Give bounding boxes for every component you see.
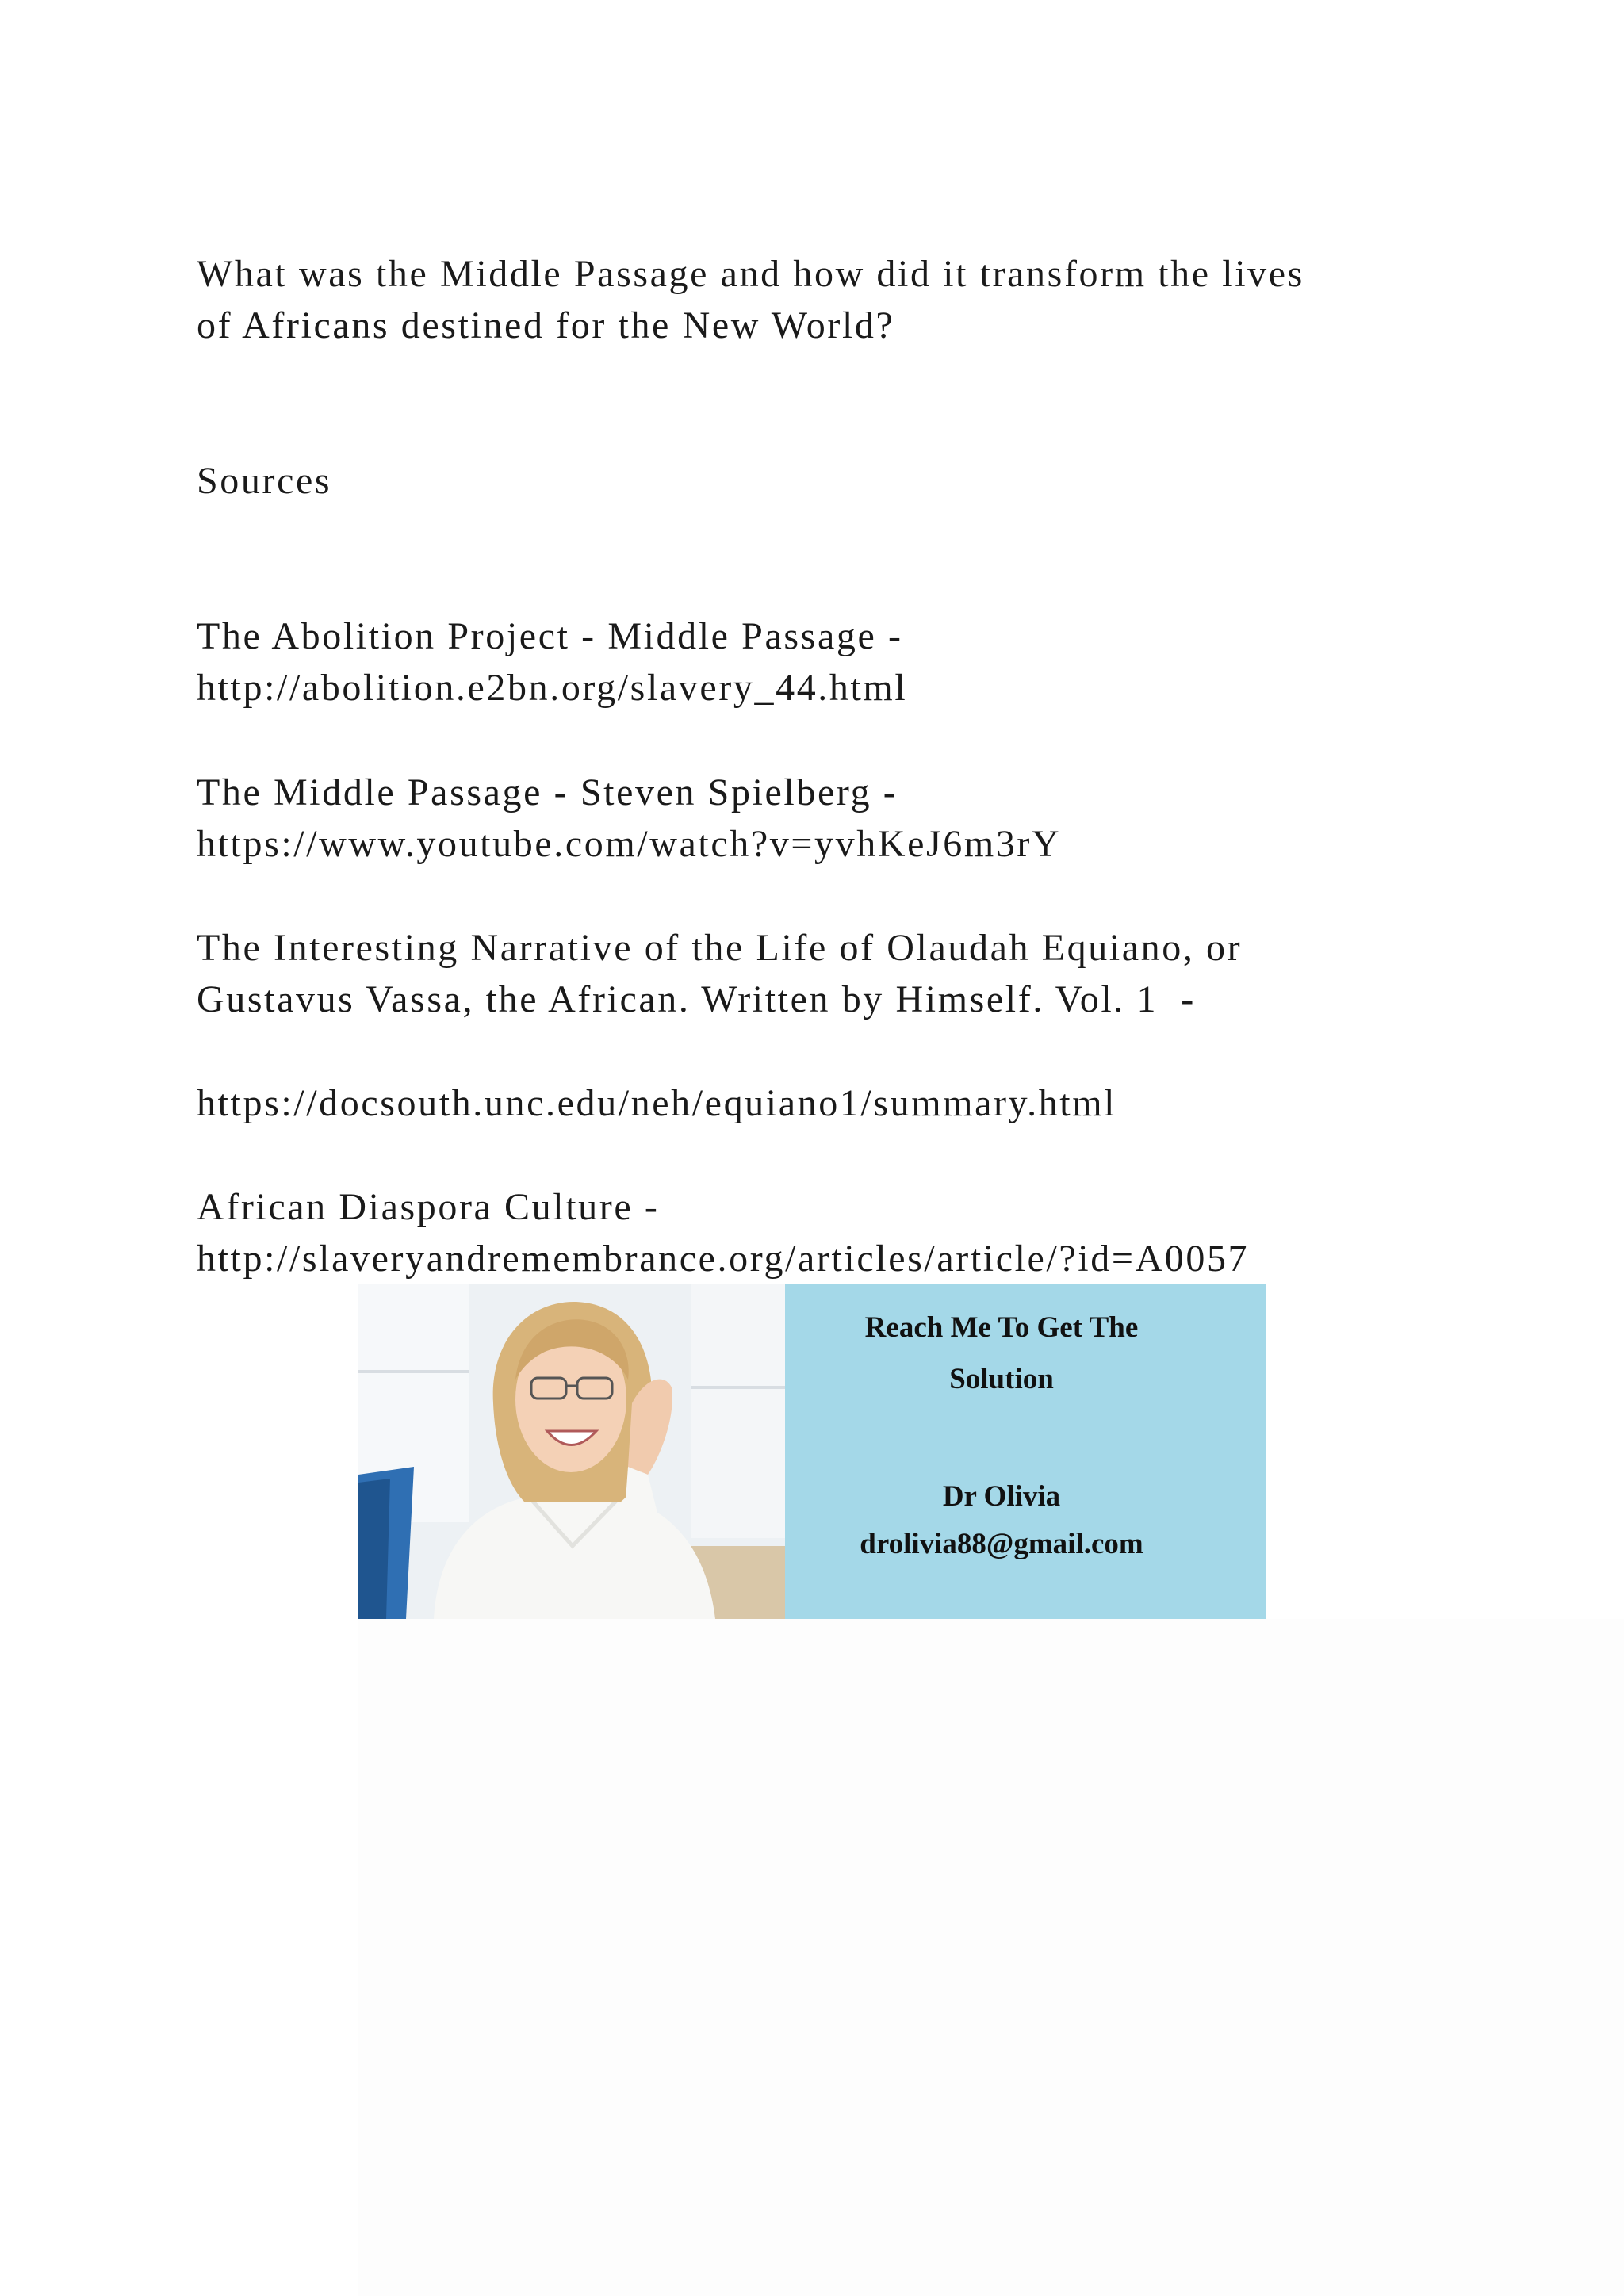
source-item: The Abolition Project - Middle Passage - http://abolition.e2bn.org/slavery_44.html	[197, 615, 908, 709]
source-item: African Diaspora Culture - http://slaveryandremembrance.org/articles/article/?id=A0057	[197, 1186, 1250, 1280]
woman-photo	[358, 1284, 785, 1619]
ad-contact-email: drolivia88@gmail.com	[860, 1528, 1143, 1560]
ad-headline-continued: Solution	[949, 1363, 1054, 1395]
ad-contact-panel	[785, 1284, 1266, 1619]
ad-banner	[358, 1284, 1266, 1619]
woman-photo-illustration	[358, 1284, 785, 1619]
ad-headline: Reach Me To Get The	[864, 1311, 1139, 1344]
source-item: The Interesting Narrative of the Life of Olaudah Equiano, or Gustavus Vassa, the African. Written by Himself. Vol. 1 -	[197, 927, 1243, 1020]
question-text: What was the Middle Passage and how did it transform the lives of Africans destined for the New World?	[197, 253, 1304, 346]
page-background-shade	[358, 1619, 1624, 2296]
source-item-url: https://docsouth.unc.edu/neh/equiano1/summary.html	[197, 1082, 1117, 1124]
ad-contact-name: Dr Olivia	[942, 1480, 1061, 1513]
source-item: The Middle Passage - Steven Spielberg - https://www.youtube.com/watch?v=yvhKeJ6m3rY	[197, 771, 1062, 865]
sources-heading: Sources	[197, 460, 332, 502]
